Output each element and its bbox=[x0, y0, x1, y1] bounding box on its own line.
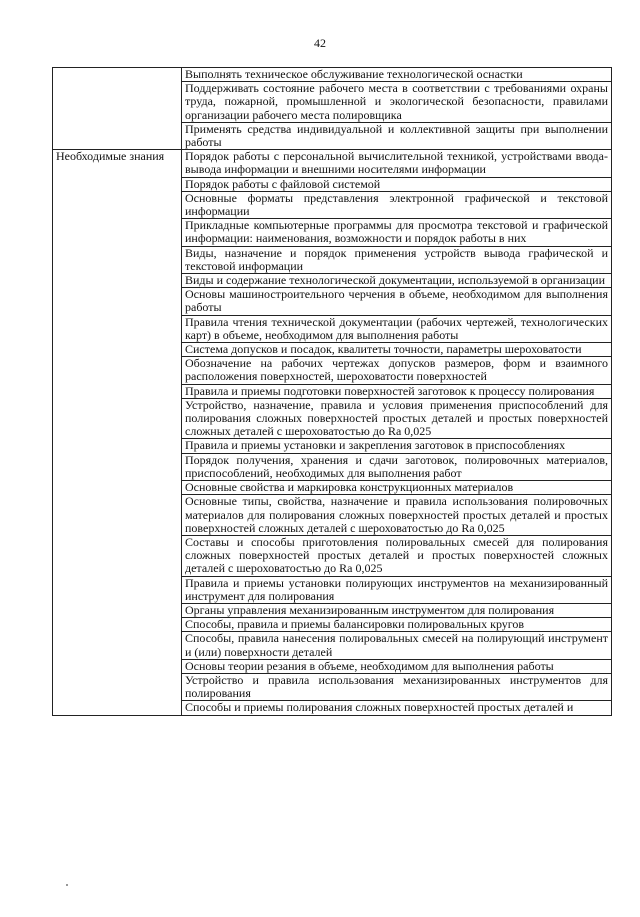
row-label-cell bbox=[53, 150, 182, 715]
row-label: Необходимые знания bbox=[56, 149, 165, 164]
table-cell: Правила и приемы установки и закрепления заготовок в приспособлениях bbox=[182, 439, 612, 453]
table-cell: Способы и приемы полирования сложных поверхностей простых деталей и bbox=[182, 701, 612, 715]
table-cell: Основы машиностроительного черчения в объеме, необходимом для выполнения работы bbox=[182, 288, 612, 315]
table-cell: Виды, назначение и порядок применения устройств вывода графической и текстовой информации bbox=[182, 246, 612, 273]
table-cell: Порядок получения, хранения и сдачи заготовок, полировочных материалов, приспособлений, необходимых для выполнения работ bbox=[182, 453, 612, 480]
table-cell: Способы, правила и приемы балансировки полировальных кругов bbox=[182, 618, 612, 632]
table-cell: Виды и содержание технологической документации, используемой в организации bbox=[182, 274, 612, 288]
table-cell: Поддерживать состояние рабочего места в соответствии с требованиями охраны труда, пожарной, промышленной и экологической безопасности, правилами организации рабочего места полировщика bbox=[182, 82, 612, 123]
requirements-table bbox=[52, 67, 612, 716]
table-row bbox=[53, 68, 612, 82]
table-cell: Прикладные компьютерные программы для просмотра текстовой и графической информации: наименования, возможности и порядок работы в них bbox=[182, 219, 612, 246]
table-cell: Правила чтения технической документации (рабочих чертежей, технологических карт) в объеме, необходимом для выполнения работы bbox=[182, 315, 612, 342]
table-cell: Порядок работы с файловой системой bbox=[182, 177, 612, 191]
table-cell: Система допусков и посадок, квалитеты точности, параметры шероховатости bbox=[182, 343, 612, 357]
table-cell: Основные форматы представления электронной графической и текстовой информации bbox=[182, 191, 612, 218]
table-cell: Основные свойства и маркировка конструкционных материалов bbox=[182, 481, 612, 495]
table-cell: Способы, правила нанесения полировальных смесей на полирующий инструмент и (или) поверхности деталей bbox=[182, 632, 612, 659]
table-cell: Основы теории резания в объеме, необходимом для выполнения работы bbox=[182, 659, 612, 673]
table-row bbox=[53, 150, 612, 177]
row-label-cell bbox=[53, 68, 182, 150]
table-cell: Органы управления механизированным инструментом для полирования bbox=[182, 603, 612, 617]
table-cell: Основные типы, свойства, назначение и правила использования полировочных материалов для полирования сложных поверхностей простых деталей и простых поверхностей сложных деталей с шероховатостью до Ra 0,025 bbox=[182, 495, 612, 536]
table-cell: Порядок работы с персональной вычислительной техникой, устройствами ввода-вывода информации и внешними носителями информации bbox=[182, 150, 612, 177]
scan-speck bbox=[66, 884, 68, 886]
table-cell: Обозначение на рабочих чертежах допусков размеров, форм и взаимного расположения поверхностей, шероховатости поверхностей bbox=[182, 357, 612, 384]
table-cell: Применять средства индивидуальной и коллективной защиты при выполнении работы bbox=[182, 122, 612, 149]
table-cell: Правила и приемы установки полирующих инструментов на механизированный инструмент для полирования bbox=[182, 576, 612, 603]
table-cell: Устройство, назначение, правила и условия применения приспособлений для полирования сложных поверхностей простых деталей и простых поверхностей сложных деталей с шероховатостью до Ra 0,025 bbox=[182, 398, 612, 439]
table-cell: Выполнять техническое обслуживание технологической оснастки bbox=[182, 68, 612, 82]
table-cell: Правила и приемы подготовки поверхностей заготовок к процессу полирования bbox=[182, 384, 612, 398]
page-number: 42 bbox=[314, 36, 326, 50]
table-cell: Устройство и правила использования механизированных инструментов для полирования bbox=[182, 673, 612, 700]
table-cell: Составы и способы приготовления полировальных смесей для полирования сложных поверхностей простых деталей и простых поверхностей сложных деталей с шероховатостью до Ra 0,025 bbox=[182, 535, 612, 576]
